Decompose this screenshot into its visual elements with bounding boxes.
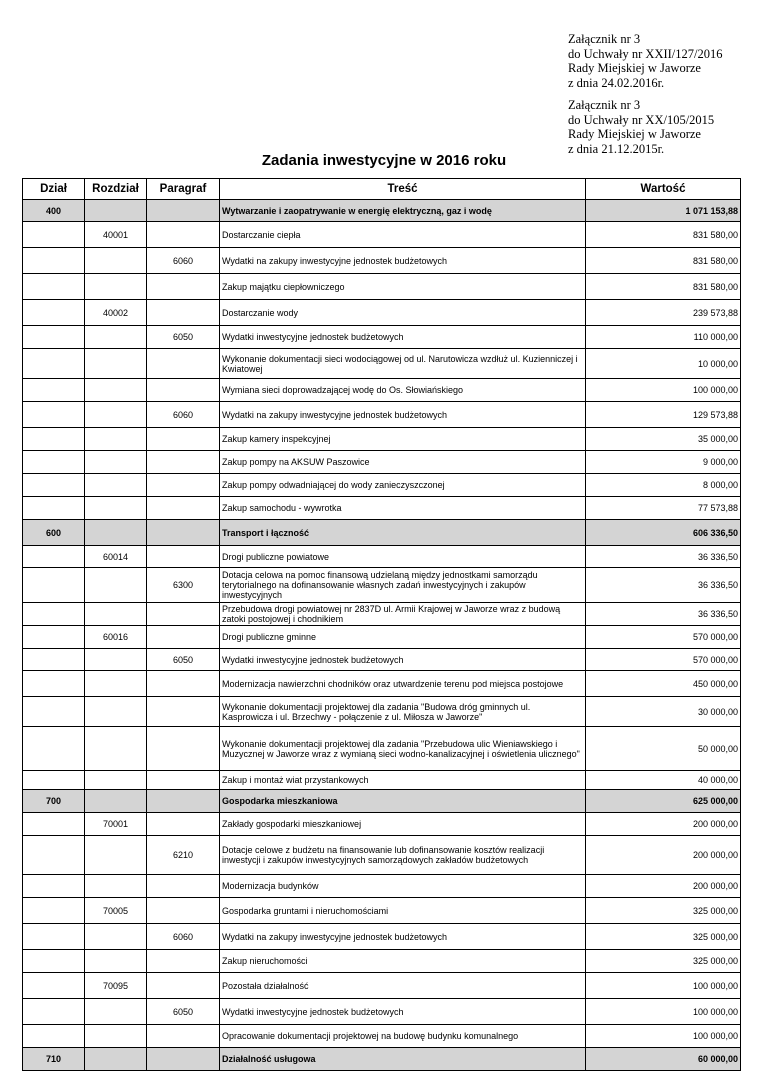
cell-paragraf — [147, 727, 220, 771]
table-row-dzial — [23, 200, 741, 222]
cell-dzial — [23, 274, 85, 300]
table-row-rozdzial — [23, 813, 741, 836]
cell-rozdzial — [85, 349, 147, 379]
cell-tresc: Zakup pompy odwadniającej do wody zanieczyszczonej — [220, 474, 586, 497]
cell-paragraf — [147, 1048, 220, 1071]
cell-tresc: Pozostała działalność — [220, 973, 586, 999]
cell-paragraf: 6060 — [147, 924, 220, 950]
cell-rozdzial — [85, 326, 147, 349]
table-row-rozdzial — [23, 222, 741, 248]
cell-wartosc: 100 000,00 — [586, 379, 741, 402]
table-row-paragraf — [23, 402, 741, 428]
cell-paragraf — [147, 300, 220, 326]
cell-tresc: Zakup kamery inspekcyjnej — [220, 428, 586, 451]
cell-dzial — [23, 697, 85, 727]
cell-rozdzial — [85, 1048, 147, 1071]
cell-paragraf — [147, 200, 220, 222]
cell-tresc: Modernizacja budynków — [220, 875, 586, 898]
cell-wartosc: 200 000,00 — [586, 836, 741, 875]
cell-wartosc: 606 336,50 — [586, 520, 741, 546]
table-header — [23, 179, 741, 200]
cell-rozdzial — [85, 451, 147, 474]
cell-tresc: Wydatki na zakupy inwestycyjne jednostek budżetowych — [220, 248, 586, 274]
cell-tresc: Przebudowa drogi powiatowej nr 2837D ul. Armii Krajowej w Jaworze wraz z budową zatoki postojowej i chodnikiem — [220, 603, 586, 626]
cell-wartosc: 110 000,00 — [586, 326, 741, 349]
cell-wartosc: 325 000,00 — [586, 898, 741, 924]
table-row-zadanie — [23, 497, 741, 520]
col-header-paragraf: Paragraf — [147, 179, 220, 200]
cell-dzial — [23, 771, 85, 790]
cell-dzial — [23, 898, 85, 924]
cell-tresc: Gospodarka gruntami i nieruchomościami — [220, 898, 586, 924]
cell-rozdzial — [85, 790, 147, 813]
cell-rozdzial: 60016 — [85, 626, 147, 649]
cell-wartosc: 35 000,00 — [586, 428, 741, 451]
cell-tresc: Wykonanie dokumentacji projektowej dla zadania "Budowa dróg gminnych ul. Kasprowicza i ul. Brzechwy - połączenie z ul. Miłosza w Jaworze" — [220, 697, 586, 727]
annex-line: z dnia 24.02.2016r. — [568, 75, 665, 90]
cell-rozdzial: 40001 — [85, 222, 147, 248]
table-row-paragraf — [23, 326, 741, 349]
table-row-zadanie — [23, 451, 741, 474]
cell-wartosc: 30 000,00 — [586, 697, 741, 727]
cell-dzial — [23, 402, 85, 428]
table-row-zadanie — [23, 379, 741, 402]
col-header-tresc: Treść — [220, 179, 586, 200]
cell-wartosc: 325 000,00 — [586, 950, 741, 973]
cell-rozdzial — [85, 875, 147, 898]
cell-dzial — [23, 727, 85, 771]
cell-rozdzial — [85, 474, 147, 497]
cell-tresc: Transport i łączność — [220, 520, 586, 546]
table-row-paragraf — [23, 248, 741, 274]
cell-rozdzial — [85, 568, 147, 603]
cell-wartosc: 8 000,00 — [586, 474, 741, 497]
cell-dzial — [23, 248, 85, 274]
table-row-zadanie — [23, 671, 741, 697]
cell-rozdzial — [85, 200, 147, 222]
cell-dzial — [23, 546, 85, 568]
cell-tresc: Dotacje celowe z budżetu na finansowanie lub dofinansowanie kosztów realizacji inwestycji i zakupów inwestycyjnych samorządowych zakładów budżetowych — [220, 836, 586, 875]
cell-paragraf: 6060 — [147, 248, 220, 274]
table-row-paragraf — [23, 999, 741, 1025]
cell-paragraf: 6210 — [147, 836, 220, 875]
cell-rozdzial — [85, 603, 147, 626]
cell-dzial — [23, 813, 85, 836]
cell-dzial: 710 — [23, 1048, 85, 1071]
investment-table — [22, 178, 741, 1071]
cell-tresc: Wydatki inwestycyjne jednostek budżetowych — [220, 326, 586, 349]
cell-rozdzial — [85, 428, 147, 451]
cell-wartosc: 60 000,00 — [586, 1048, 741, 1071]
cell-paragraf — [147, 950, 220, 973]
cell-wartosc: 77 573,88 — [586, 497, 741, 520]
cell-wartosc: 100 000,00 — [586, 999, 741, 1025]
cell-dzial — [23, 300, 85, 326]
cell-tresc: Gospodarka mieszkaniowa — [220, 790, 586, 813]
cell-wartosc: 100 000,00 — [586, 973, 741, 999]
cell-wartosc: 100 000,00 — [586, 1025, 741, 1048]
cell-rozdzial — [85, 379, 147, 402]
col-header-wartosc: Wartość — [586, 179, 741, 200]
cell-rozdzial — [85, 727, 147, 771]
annex-line: Załącznik nr 3 — [568, 32, 641, 46]
table-row-zadanie — [23, 274, 741, 300]
table-row-paragraf — [23, 836, 741, 875]
cell-dzial: 600 — [23, 520, 85, 546]
table-row-paragraf — [23, 924, 741, 950]
cell-dzial — [23, 568, 85, 603]
cell-dzial — [23, 999, 85, 1025]
table-row-zadanie — [23, 349, 741, 379]
cell-wartosc: 36 336,50 — [586, 546, 741, 568]
table-row-zadanie — [23, 1025, 741, 1048]
annex-line: z dnia 21.12.2015r. — [568, 141, 665, 156]
annex-line: Rady Miejskiej w Jaworze — [568, 61, 701, 75]
cell-paragraf — [147, 451, 220, 474]
cell-rozdzial — [85, 1025, 147, 1048]
cell-dzial: 700 — [23, 790, 85, 813]
cell-rozdzial — [85, 402, 147, 428]
cell-dzial — [23, 671, 85, 697]
cell-wartosc: 36 336,50 — [586, 603, 741, 626]
cell-dzial — [23, 474, 85, 497]
cell-rozdzial — [85, 497, 147, 520]
cell-rozdzial: 70005 — [85, 898, 147, 924]
cell-tresc: Zakup pompy na AKSUW Paszowice — [220, 451, 586, 474]
cell-paragraf — [147, 222, 220, 248]
cell-rozdzial — [85, 274, 147, 300]
cell-paragraf — [147, 697, 220, 727]
cell-tresc: Opracowanie dokumentacji projektowej na budowę budynku komunalnego — [220, 1025, 586, 1048]
cell-rozdzial — [85, 520, 147, 546]
cell-dzial — [23, 603, 85, 626]
cell-dzial — [23, 836, 85, 875]
cell-paragraf — [147, 474, 220, 497]
cell-rozdzial — [85, 248, 147, 274]
cell-dzial — [23, 1025, 85, 1048]
cell-dzial — [23, 626, 85, 649]
cell-paragraf — [147, 671, 220, 697]
cell-dzial — [23, 973, 85, 999]
cell-tresc: Dostarczanie wody — [220, 300, 586, 326]
table-row-paragraf — [23, 649, 741, 671]
cell-tresc: Wydatki inwestycyjne jednostek budżetowych — [220, 999, 586, 1025]
cell-paragraf — [147, 790, 220, 813]
cell-paragraf — [147, 898, 220, 924]
table-row-zadanie — [23, 474, 741, 497]
cell-rozdzial — [85, 697, 147, 727]
cell-wartosc: 36 336,50 — [586, 568, 741, 603]
cell-dzial — [23, 875, 85, 898]
table-row-paragraf — [23, 568, 741, 603]
cell-dzial — [23, 428, 85, 451]
cell-wartosc: 570 000,00 — [586, 649, 741, 671]
cell-paragraf — [147, 497, 220, 520]
table-row-rozdzial — [23, 626, 741, 649]
cell-tresc: Działalność usługowa — [220, 1048, 586, 1071]
cell-wartosc: 625 000,00 — [586, 790, 741, 813]
cell-dzial — [23, 379, 85, 402]
cell-tresc: Dotacja celowa na pomoc finansową udzielaną między jednostkami samorządu terytorialnego na dofinansowanie własnych zadań inwestycyjnych i zakupów inwestycyjnych — [220, 568, 586, 603]
table-row-dzial — [23, 520, 741, 546]
cell-paragraf: 6050 — [147, 326, 220, 349]
cell-rozdzial — [85, 836, 147, 875]
cell-tresc: Wydatki na zakupy inwestycyjne jednostek budżetowych — [220, 924, 586, 950]
cell-paragraf — [147, 546, 220, 568]
cell-dzial — [23, 451, 85, 474]
cell-tresc: Zakłady gospodarki mieszkaniowej — [220, 813, 586, 836]
cell-wartosc: 570 000,00 — [586, 626, 741, 649]
annex-line: Załącznik nr 3 — [568, 98, 641, 112]
table-row-zadanie — [23, 428, 741, 451]
cell-paragraf — [147, 274, 220, 300]
annex-line: do Uchwały nr XX/105/2015 — [568, 112, 715, 127]
cell-wartosc: 831 580,00 — [586, 248, 741, 274]
cell-paragraf — [147, 973, 220, 999]
page-title: Zadania inwestycyjne w 2016 roku — [261, 152, 507, 169]
table-row-zadanie — [23, 875, 741, 898]
cell-rozdzial: 70001 — [85, 813, 147, 836]
cell-paragraf — [147, 349, 220, 379]
cell-wartosc: 200 000,00 — [586, 875, 741, 898]
cell-tresc: Wymiana sieci doprowadzającej wodę do Os. Słowiańskiego — [220, 379, 586, 402]
cell-paragraf — [147, 603, 220, 626]
cell-paragraf: 6050 — [147, 649, 220, 671]
table-row-rozdzial — [23, 898, 741, 924]
cell-wartosc: 450 000,00 — [586, 671, 741, 697]
cell-wartosc: 200 000,00 — [586, 813, 741, 836]
cell-wartosc: 831 580,00 — [586, 274, 741, 300]
cell-paragraf — [147, 428, 220, 451]
cell-tresc: Wytwarzanie i zaopatrywanie w energię elektryczną, gaz i wodę — [220, 200, 586, 222]
cell-dzial — [23, 924, 85, 950]
table-row-dzial — [23, 790, 741, 813]
cell-rozdzial: 40002 — [85, 300, 147, 326]
cell-tresc: Modernizacja nawierzchni chodników oraz utwardzenie terenu pod miejsca postojowe — [220, 671, 586, 697]
cell-tresc: Wykonanie dokumentacji projektowej dla zadania "Przebudowa ulic Wieniawskiego i Muzycznej w Jaworze wraz z wymianą sieci wodno-kanalizacyjnej i oświetlenia ulicznego" — [220, 727, 586, 771]
cell-dzial — [23, 649, 85, 671]
cell-dzial — [23, 950, 85, 973]
table-row-zadanie — [23, 697, 741, 727]
cell-dzial — [23, 349, 85, 379]
annex-note-original — [568, 98, 714, 156]
cell-tresc: Dostarczanie ciepła — [220, 222, 586, 248]
annex-note-current — [568, 32, 723, 90]
cell-paragraf — [147, 1025, 220, 1048]
cell-wartosc: 325 000,00 — [586, 924, 741, 950]
cell-paragraf: 6300 — [147, 568, 220, 603]
cell-paragraf — [147, 626, 220, 649]
cell-paragraf — [147, 520, 220, 546]
table-row-rozdzial — [23, 973, 741, 999]
col-header-dzial: Dział — [23, 179, 85, 200]
cell-tresc: Zakup i montaż wiat przystankowych — [220, 771, 586, 790]
cell-paragraf — [147, 771, 220, 790]
cell-paragraf — [147, 813, 220, 836]
cell-wartosc: 40 000,00 — [586, 771, 741, 790]
cell-wartosc: 10 000,00 — [586, 349, 741, 379]
cell-tresc: Wykonanie dokumentacji sieci wodociągowej od ul. Narutowicza wzdłuż ul. Kuzienniczej i Kwiatowej — [220, 349, 586, 379]
cell-tresc: Wydatki na zakupy inwestycyjne jednostek budżetowych — [220, 402, 586, 428]
table-row-rozdzial — [23, 546, 741, 568]
table-row-zadanie — [23, 771, 741, 790]
table-row-zadanie — [23, 727, 741, 771]
cell-rozdzial — [85, 924, 147, 950]
cell-rozdzial: 60014 — [85, 546, 147, 568]
cell-wartosc: 50 000,00 — [586, 727, 741, 771]
cell-paragraf — [147, 875, 220, 898]
cell-wartosc: 9 000,00 — [586, 451, 741, 474]
cell-rozdzial — [85, 950, 147, 973]
table-row-rozdzial — [23, 300, 741, 326]
cell-rozdzial — [85, 771, 147, 790]
cell-dzial — [23, 326, 85, 349]
cell-wartosc: 129 573,88 — [586, 402, 741, 428]
annex-line: do Uchwały nr XXII/127/2016 — [568, 46, 723, 61]
cell-tresc: Zakup majątku ciepłowniczego — [220, 274, 586, 300]
cell-rozdzial — [85, 671, 147, 697]
cell-wartosc: 239 573,88 — [586, 300, 741, 326]
cell-rozdzial — [85, 649, 147, 671]
cell-paragraf — [147, 379, 220, 402]
cell-dzial — [23, 222, 85, 248]
table-row-zadanie — [23, 603, 741, 626]
cell-tresc: Drogi publiczne powiatowe — [220, 546, 586, 568]
cell-tresc: Zakup samochodu - wywrotka — [220, 497, 586, 520]
annex-line: Rady Miejskiej w Jaworze — [568, 127, 701, 141]
cell-rozdzial: 70095 — [85, 973, 147, 999]
table-row-zadanie — [23, 950, 741, 973]
cell-tresc: Wydatki inwestycyjne jednostek budżetowych — [220, 649, 586, 671]
table-body — [23, 200, 741, 1071]
col-header-rozdzial: Rozdział — [85, 179, 147, 200]
cell-wartosc: 831 580,00 — [586, 222, 741, 248]
cell-dzial — [23, 497, 85, 520]
cell-paragraf: 6050 — [147, 999, 220, 1025]
cell-dzial: 400 — [23, 200, 85, 222]
table-row-dzial — [23, 1048, 741, 1071]
cell-tresc: Zakup nieruchomości — [220, 950, 586, 973]
cell-rozdzial — [85, 999, 147, 1025]
cell-tresc: Drogi publiczne gminne — [220, 626, 586, 649]
cell-paragraf: 6060 — [147, 402, 220, 428]
cell-wartosc: 1 071 153,88 — [586, 200, 741, 222]
